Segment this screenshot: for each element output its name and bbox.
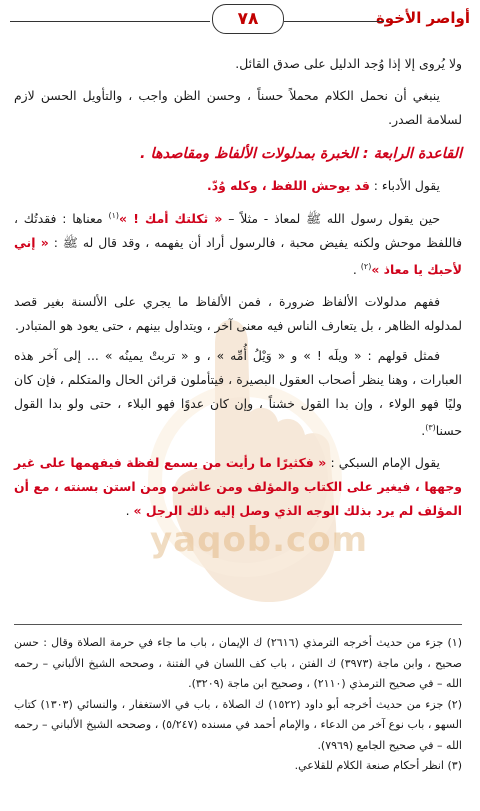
header-rule-right bbox=[284, 21, 384, 22]
footnote-3: (٣) انظر أحكام صنعة الكلام للقلاعي. bbox=[294, 759, 462, 772]
footnote-2: (٢) جزء من حديث أخرجه أبو داود (١٥٢٢) ك الصلاة ، باب في الاستغفار ، والنسائي (١٣٠٣) كتاب السهو ، باب نوع آخر من الدعاء ، والإمام أحمد في مسنده (٥/٢٤٧) ، وصححه الشيخ الألباني – رحمه الله – في صحيح الجامع (٧٩٦٩). bbox=[14, 697, 462, 752]
paragraph-7: يقول الإمام السبكي : « فكثيرًا ما رأيت من يسمع لفظة فيفهمها على غير وجهها ، فيغير على الكتاب والمؤلف ومن عاشره ومن استن بسنته ، مع أن المؤلف لم يرد بذلك الوجه الذي وصل إليه ذلك الرجل » . bbox=[14, 455, 462, 519]
hadith-quote: « ثكلتك أمك ! » bbox=[119, 211, 223, 227]
main-content bbox=[14, 52, 462, 523]
paragraph-1: ولا يُروى إلا إذا وُجد الدليل على صدق القائل. bbox=[235, 56, 462, 71]
section-heading: القاعدة الرابعة : الخبرة بمدلولات الألفاظ ومقاصدها . bbox=[139, 146, 462, 162]
book-title: أواصر الأخوة bbox=[375, 9, 470, 27]
paragraph-5: ففهم مدلولات الألفاظ ضرورة ، فمن الألفاظ ما يجري على الألسنة بغير قصد لمدلوله الظاهر ، بل يتعارف الناس فيه معنى آخر ، ويتداول بينهم ، حتى يعود هو المتبادر. bbox=[14, 294, 462, 334]
paragraph-6: فمثل قولهم : « ويلَه ! » و « وَيْلُ أُمِّه » ، و « تربتْ يمينُه » ... إلى آخر هذه العبارات ، وهنا ينظر أصحاب العقول البصيرة ، فيتأملون قرائن الحال والمتكلم ، فإن كان وليًا فهو الولاء ، وإن بدا القول خشناً ، وإن كان عدوًا فهو البلاء ، حتى ولو بدا القول حسنا$^{(٣)}$. bbox=[14, 348, 462, 439]
paragraph-4: حين يقول رسول الله ﷺ لمعاذ - مثلاً – « ثكلتك أمك ! »$^{(١)}$ معناها : فقدتُك ، فاللفظ موحش ولكنه يفيض محبة ، فالرسول أراد أن يفهمه ، وقد قال له ﷺ : « إني لأحبك يا معاذ »$^{(٢)}$ . bbox=[14, 211, 462, 278]
paragraph-2: ينبغي أن نحمل الكلام محملاً حسناً ، وحسن الظن واجب ، والتأويل الحسن لازم لسلامة الصدر. bbox=[14, 88, 462, 127]
page-number-badge bbox=[212, 4, 284, 34]
page-number: ٧٨ bbox=[237, 9, 259, 29]
footnotes bbox=[14, 624, 462, 777]
watermark-text: yaqob.com bbox=[150, 520, 368, 560]
footnote-ref-3: (٣) bbox=[425, 423, 436, 433]
subki-quote: « فكثيرًا ما رأيت من يسمع لفظة فيفهمها على غير وجهها ، فيغير على الكتاب والمؤلف ومن عاشره ومن استن بسنته ، مع أن المؤلف لم يرد بذلك الوجه الذي وصل إليه ذلك الرجل » bbox=[14, 455, 462, 519]
footnote-1: (١) جزء من حديث أخرجه الترمذي (٢٦١٦) ك الإيمان ، باب ما جاء في حرمة الصلاة وقال : حسن صحيح ، وابن ماجة (٣٩٧٣) ك الفتن ، باب كف اللسان في الفتنة ، وصححه الشيخ الألباني – رحمه الله – في صحيح الترمذي (٢١١٠) ، وصحيح ابن ماجة (٣٢٠٩). bbox=[14, 636, 462, 690]
header-rule-left bbox=[10, 21, 210, 22]
hadith-quote-2: « إني لأحبك يا معاذ » bbox=[14, 235, 462, 278]
page-header bbox=[0, 0, 480, 40]
footnote-ref-2: (٢) bbox=[360, 262, 372, 272]
footnote-ref: (١) bbox=[108, 211, 119, 220]
paragraph-3: يقول الأدباء : قد يوحش اللفظ ، وكله وُدّ. bbox=[207, 178, 440, 193]
quote-red: قد يوحش اللفظ ، وكله وُدّ. bbox=[207, 178, 370, 193]
